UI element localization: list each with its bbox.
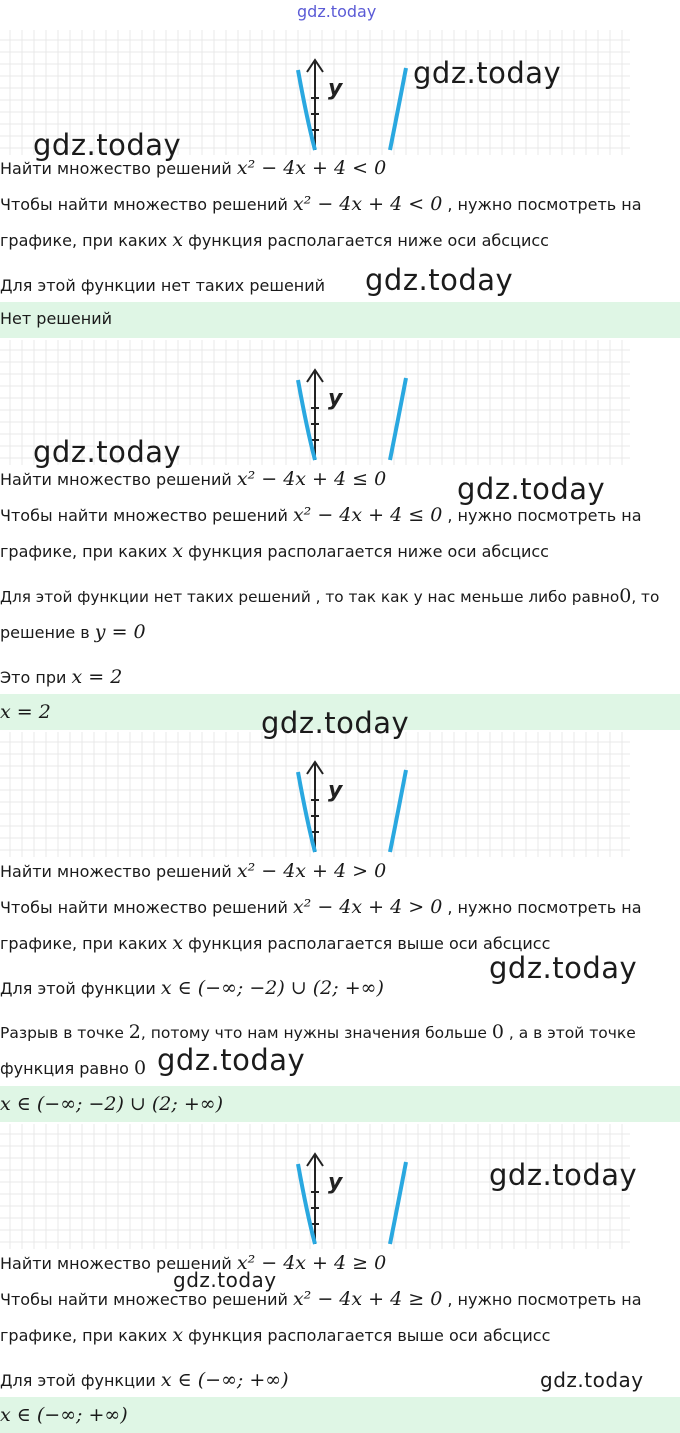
axis-y-label: y <box>328 76 343 101</box>
answer-box-1 <box>0 302 680 338</box>
inequality-math: x² − 4x + 4 ≥ 0 <box>236 1252 387 1274</box>
explain-text: функция располагается ниже оси абсцисс <box>188 542 549 561</box>
explain-line-1 <box>0 194 642 215</box>
watermark: gdz.today <box>489 1158 638 1192</box>
result-line-2 <box>0 622 146 643</box>
axis-y-label: y <box>328 1170 343 1195</box>
inequality-math: x² − 4x + 4 ≤ 0 <box>236 468 387 490</box>
question-text: Найти множество решений <box>0 1254 232 1273</box>
result-line-1 <box>0 586 659 607</box>
watermark: gdz.today <box>261 706 410 740</box>
result-text: Для этой функции нет таких решений <box>0 276 326 295</box>
explain-suffix: , нужно посмотреть на <box>447 506 642 525</box>
x-equals-math: x = 2 <box>71 666 123 688</box>
zero-math: 0 <box>619 585 632 607</box>
result-math: x ∈ (−∞; +∞) <box>160 1369 289 1391</box>
explain-line-2 <box>0 933 550 954</box>
answer-math: x = 2 <box>0 701 51 723</box>
question-line-2 <box>0 469 386 490</box>
inequality-math: x² − 4x + 4 < 0 <box>236 157 387 179</box>
at-text: Это при <box>0 668 67 687</box>
explain-line-2 <box>0 541 549 562</box>
answer-box-4 <box>0 1397 680 1433</box>
answer-text: Нет решений <box>0 309 113 328</box>
watermark: gdz.today <box>540 1368 644 1392</box>
explain-line-1 <box>0 505 642 526</box>
explain-text: Чтобы найти множество решений <box>0 506 288 525</box>
answer-math: x ∈ (−∞; −2) ∪ (2; +∞) <box>0 1093 223 1115</box>
inequality-math: x² − 4x + 4 ≥ 0 <box>292 1288 443 1310</box>
explain-suffix: , нужно посмотреть на <box>447 195 642 214</box>
parabola-graph-3 <box>0 732 640 857</box>
inequality-math: x² − 4x + 4 ≤ 0 <box>292 504 443 526</box>
explain-text: Чтобы найти множество решений <box>0 898 288 917</box>
question-text: Найти множество решений <box>0 470 232 489</box>
result-text: решение в <box>0 623 90 642</box>
result-line <box>0 276 325 296</box>
result-line <box>0 978 384 999</box>
explain-line-2 <box>0 1325 550 1346</box>
answer-math: x ∈ (−∞; +∞) <box>0 1404 128 1426</box>
watermark: gdz.today <box>457 472 606 506</box>
explain-text: Чтобы найти множество решений <box>0 195 288 214</box>
var-x: x <box>172 1324 184 1346</box>
explain-text: функция располагается выше оси абсцисс <box>188 934 551 953</box>
watermark: gdz.today <box>489 951 638 985</box>
gap-text: функция равно <box>0 1059 129 1078</box>
watermark: gdz.today <box>33 128 182 162</box>
explain-text: графике, при каких <box>0 934 168 953</box>
result-text-end: , то <box>631 588 660 606</box>
explain-text: функция располагается ниже оси абсцисс <box>188 231 549 250</box>
inequality-math: x² − 4x + 4 > 0 <box>236 860 387 882</box>
inequality-math: x² − 4x + 4 < 0 <box>292 193 443 215</box>
var-x: x <box>172 540 184 562</box>
watermark: gdz.today <box>413 56 562 90</box>
explain-text: графике, при каких <box>0 231 168 250</box>
zero-math: 0 <box>491 1021 504 1043</box>
explain-text: функция располагается выше оси абсцисс <box>188 1326 551 1345</box>
explain-text: графике, при каких <box>0 542 168 561</box>
gap-text: , а в этой точке <box>508 1024 636 1042</box>
gap-line-2 <box>0 1058 146 1079</box>
result-text: Для этой функции нет таких решений , то так как у нас меньше либо равно <box>0 588 620 606</box>
result-line <box>0 1370 289 1391</box>
explain-line-1 <box>0 1289 642 1310</box>
gap-text: , потому что нам нужны значения больше <box>140 1024 487 1042</box>
axis-y-label: y <box>328 386 343 411</box>
explain-suffix: , нужно посмотреть на <box>447 1290 642 1309</box>
explain-text: графике, при каких <box>0 1326 168 1345</box>
watermark: gdz.today <box>157 1043 306 1077</box>
var-x: x <box>172 932 184 954</box>
explain-line-2 <box>0 230 549 251</box>
watermark: gdz.today <box>173 1268 277 1292</box>
at-line <box>0 667 122 688</box>
gap-line-1 <box>0 1022 636 1043</box>
result-math: x ∈ (−∞; −2) ∪ (2; +∞) <box>160 977 384 999</box>
header-watermark: gdz.today <box>297 2 377 21</box>
watermark: gdz.today <box>33 435 182 469</box>
answer-box-3 <box>0 1086 680 1122</box>
var-x: x <box>172 229 184 251</box>
two-math: 2 <box>128 1021 141 1043</box>
question-text: Найти множество решений <box>0 159 232 178</box>
explain-line-1 <box>0 897 642 918</box>
gap-text: Разрыв в точке <box>0 1024 124 1042</box>
explain-text: Чтобы найти множество решений <box>0 1290 288 1309</box>
watermark: gdz.today <box>365 263 514 297</box>
axis-y-label: y <box>328 778 343 803</box>
y-equals-zero-math: y = 0 <box>94 621 146 643</box>
explain-suffix: , нужно посмотреть на <box>447 898 642 917</box>
result-text: Для этой функции <box>0 1371 156 1390</box>
question-line-3 <box>0 861 386 882</box>
question-text: Найти множество решений <box>0 862 232 881</box>
result-text: Для этой функции <box>0 979 156 998</box>
inequality-math: x² − 4x + 4 > 0 <box>292 896 443 918</box>
zero-math: 0 <box>134 1057 147 1079</box>
